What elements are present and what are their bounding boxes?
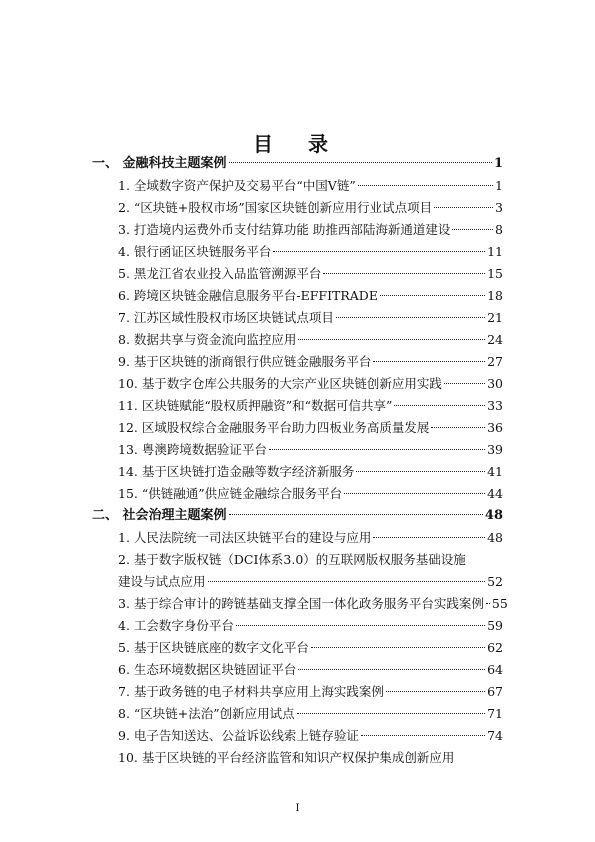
dot-leader: [336, 317, 485, 318]
toc-item-entry[interactable]: [118, 659, 503, 681]
toc-entry-label: 5. 黑龙江省农业投入品监管溯源平台: [118, 266, 322, 281]
toc-entry-label: 9. 电子告知送达、公益诉讼线索上链存验证: [118, 728, 359, 743]
toc-entry-page-number: 18: [487, 288, 503, 303]
toc-entry-label: 9. 基于区块链的浙商银行供应链金融服务平台: [118, 354, 372, 369]
dot-leader: [361, 735, 485, 736]
toc-item-entry[interactable]: [118, 417, 503, 439]
toc-item-entry[interactable]: [118, 571, 503, 593]
toc-entry-label: 一、 金融科技主题案例: [92, 156, 227, 171]
dot-leader: [269, 449, 485, 450]
toc-entry-label: 1. 全域数字资产保护及交易平台“中国V链”: [118, 178, 356, 193]
dot-leader: [311, 647, 485, 648]
toc-item-entry[interactable]: [118, 197, 503, 219]
dot-leader: [323, 273, 485, 274]
toc-entry-label: 4. 工会数字身份平台: [118, 618, 234, 633]
toc-item-entry[interactable]: [118, 483, 503, 505]
toc-entry-label: 5. 基于区块链底座的数字文化平台: [118, 640, 309, 655]
toc-entry-label: 建设与试点应用: [118, 574, 206, 589]
toc-entry-page-number: 44: [487, 486, 503, 501]
toc-item-entry[interactable]: [118, 395, 503, 417]
toc-item-entry[interactable]: [118, 175, 503, 197]
toc-entry-label: 3. 基于综合审计的跨链基础支撑全国一体化政务服务平台实践案例: [118, 596, 484, 611]
toc-entry-label: 6. 生态环境数据区块链固证平台: [118, 662, 297, 677]
toc-item-entry[interactable]: [118, 637, 503, 659]
toc-item-entry[interactable]: [118, 307, 503, 329]
toc-entry-label: 15. “供链融通”供应链金融综合服务平台: [118, 486, 343, 501]
toc-entry-label: 10. 基于数字仓库公共服务的大宗产业区块链创新应用实践: [118, 376, 442, 391]
toc-entry-page-number: 1: [495, 178, 503, 193]
toc-entry-label: 二、 社会治理主题案例: [92, 508, 227, 523]
toc-item-entry[interactable]: [118, 527, 503, 549]
dot-leader: [373, 537, 485, 538]
toc-entry-page-number: 27: [487, 354, 503, 369]
toc-entry-label: 6. 跨境区块链金融信息服务平台-EFFITRADE: [118, 288, 378, 303]
toc-entry-label: 2. 基于数字版权链（DCI体系3.0）的互联网版权服务基础设施: [118, 552, 466, 567]
toc-entry-page-number: 39: [487, 442, 503, 457]
dot-leader: [229, 514, 483, 515]
dot-leader: [297, 713, 485, 714]
dot-leader: [273, 251, 485, 252]
toc-entry-label: 11. 区块链赋能“股权质押融资”和“数据可信共享”: [118, 398, 393, 413]
toc-entry-page-number: 1: [493, 156, 503, 171]
toc-entry-page-number: 24: [487, 332, 503, 347]
toc-item-entry[interactable]: [118, 703, 503, 725]
toc-entry-page-number: 64: [487, 662, 503, 677]
dot-leader: [236, 625, 485, 626]
toc-entry-page-number: 30: [487, 376, 503, 391]
dot-leader: [434, 207, 493, 208]
toc-entry-page-number: 36: [487, 420, 503, 435]
toc-item-entry[interactable]: [118, 725, 503, 747]
toc-entry-label: 10. 基于区块链的平台经济监管和知识产权保护集成创新应用: [118, 750, 455, 765]
toc-entry-page-number: 48: [487, 530, 503, 545]
page-number: I: [295, 803, 300, 814]
dot-leader: [380, 295, 485, 296]
toc-entry-label: 14. 基于区块链打造金融等数字经济新服务: [118, 464, 355, 479]
toc-entry-page-number: 67: [487, 684, 503, 699]
dot-leader: [373, 361, 485, 362]
toc-item-entry[interactable]: [118, 461, 503, 483]
toc-item-entry[interactable]: [118, 593, 508, 615]
toc-item-entry[interactable]: [118, 373, 503, 395]
toc-entry-page-number: 55: [491, 596, 508, 611]
toc-item-entry[interactable]: [118, 263, 503, 285]
toc-entry-page-number: 33: [487, 398, 503, 413]
toc-entry-page-number: 41: [487, 464, 503, 479]
toc-item-entry[interactable]: [118, 615, 503, 637]
toc-entry-label: 12. 区域股权综合金融服务平台助力四板业务高质量发展: [118, 420, 430, 435]
dot-leader: [298, 339, 485, 340]
toc-entry-page-number: 8: [495, 222, 503, 237]
toc-entry-label: 13. 粤澳跨境数据验证平台: [118, 442, 267, 457]
toc-entry-page-number: 21: [487, 310, 503, 325]
toc-entry-page-number: 59: [487, 618, 503, 633]
toc-item-entry[interactable]: [118, 241, 503, 263]
toc-entry-label: 7. 基于政务链的电子材料共享应用上海实践案例: [118, 684, 384, 699]
toc-item-entry[interactable]: [118, 329, 503, 351]
toc-entry-label: 1. 人民法院统一司法区块链平台的建设与应用: [118, 530, 372, 545]
toc-item-entry[interactable]: [118, 747, 503, 769]
dot-leader: [298, 669, 485, 670]
toc-item-entry[interactable]: [118, 219, 503, 241]
dot-leader: [229, 162, 492, 163]
toc-item-entry[interactable]: [118, 549, 503, 571]
toc-entry-label: 3. 打造境内运费外币支付结算功能 助推西部陆海新通道建设: [118, 222, 451, 237]
dot-leader: [486, 603, 490, 604]
toc-entry-page-number: 48: [484, 508, 503, 523]
dot-leader: [344, 493, 485, 494]
toc-entry-label: 8. “区块链+法治”创新应用试点: [118, 706, 295, 721]
dot-leader: [452, 229, 493, 230]
dot-leader: [444, 383, 485, 384]
dot-leader: [208, 581, 486, 582]
toc-section-entry[interactable]: [92, 153, 503, 175]
dot-leader: [356, 471, 485, 472]
toc-item-entry[interactable]: [118, 439, 503, 461]
toc-entry-page-number: 11: [487, 244, 503, 259]
toc-entry-label: 7. 江苏区域性股权市场区块链试点项目: [118, 310, 334, 325]
toc-item-entry[interactable]: [118, 681, 503, 703]
toc-entry-label: 4. 银行函证区块链服务平台: [118, 244, 272, 259]
toc-entry-page-number: 74: [487, 728, 503, 743]
dot-leader: [394, 405, 485, 406]
toc-item-entry[interactable]: [118, 285, 503, 307]
toc-item-entry[interactable]: [118, 351, 503, 373]
toc-title: 目 录: [253, 132, 342, 156]
toc-entry-label: 2. “区块链+股权市场”国家区块链创新应用行业试点项目: [118, 200, 433, 215]
dot-leader: [358, 185, 493, 186]
toc-section-entry[interactable]: [92, 505, 503, 527]
toc-entry-page-number: 15: [487, 266, 503, 281]
toc-entry-page-number: 3: [495, 200, 503, 215]
toc-entry-page-number: 62: [487, 640, 503, 655]
toc-entry-page-number: 71: [487, 706, 503, 721]
dot-leader: [431, 427, 485, 428]
dot-leader: [386, 691, 485, 692]
toc-entry-page-number: 52: [487, 574, 503, 589]
toc-entry-label: 8. 数据共享与资金流向监控应用: [118, 332, 297, 347]
